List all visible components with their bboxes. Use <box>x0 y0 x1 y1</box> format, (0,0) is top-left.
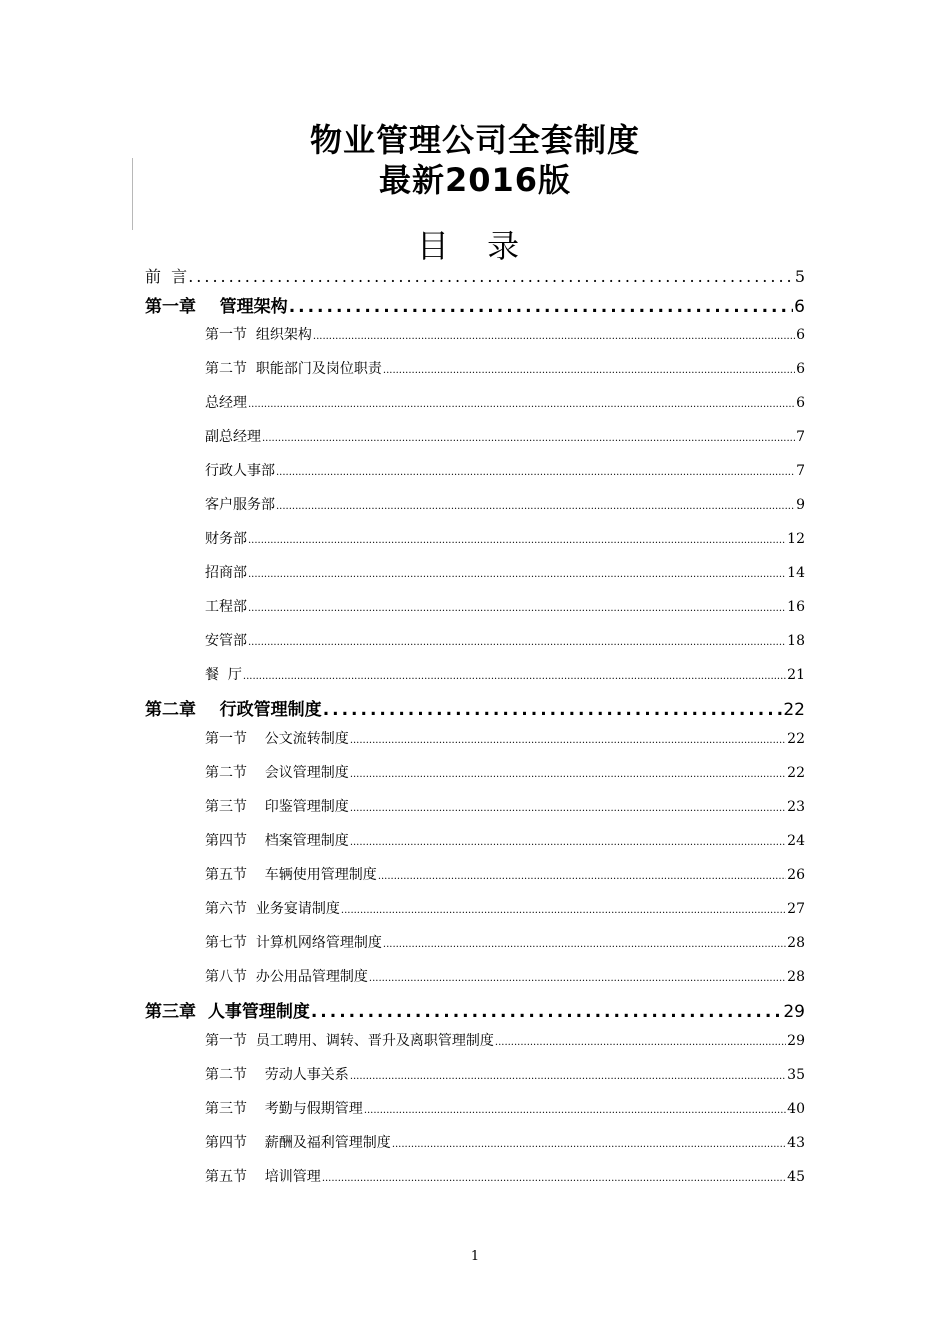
toc-entry-label: 第二节 劳动人事关系 <box>205 1067 349 1083</box>
toc-entry-chapter[interactable] <box>145 997 805 1023</box>
toc-entry-section[interactable] <box>205 762 805 784</box>
toc-entry-label: 第四节 档案管理制度 <box>205 833 349 849</box>
toc-entry-section[interactable] <box>205 562 805 584</box>
toc-entry-label: 工程部 <box>205 599 247 615</box>
toc-entry-section[interactable] <box>205 1132 805 1154</box>
toc-dot-leader <box>276 501 795 512</box>
toc-entry-section[interactable] <box>205 528 805 550</box>
toc-dot-leader <box>248 569 786 580</box>
toc-entry-label: 行政人事部 <box>205 463 275 479</box>
toc-entry-page: 22 <box>787 731 805 747</box>
toc-entry-page: 29 <box>787 1033 805 1049</box>
toc-entry-page: 6 <box>796 395 805 411</box>
document-title: 物业管理公司全套制度 <box>309 121 640 159</box>
toc-dot-leader <box>289 297 793 317</box>
toc-dot-leader <box>311 1002 783 1022</box>
toc-dot-leader <box>248 535 786 546</box>
toc-entry-page: 12 <box>787 531 805 547</box>
toc-entry-section[interactable] <box>205 664 805 686</box>
toc-dot-leader <box>341 905 786 916</box>
toc-dot-leader <box>322 1173 786 1184</box>
toc-entry-section[interactable] <box>205 596 805 618</box>
toc-entry-label: 餐 厅 <box>205 667 242 683</box>
toc-entry-label: 招商部 <box>205 565 247 581</box>
document-subtitle: 最新2016版 <box>378 161 572 199</box>
toc-entry-page: 29 <box>783 1002 805 1022</box>
toc-entry-label: 第三节 考勤与假期管理 <box>205 1101 363 1117</box>
toc-entry-page: 28 <box>787 935 805 951</box>
toc-entry-page: 16 <box>787 599 805 615</box>
toc-dot-leader <box>248 637 786 648</box>
toc-entry-label: 财务部 <box>205 531 247 547</box>
toc-entry-label: 第三节 印鉴管理制度 <box>205 799 349 815</box>
toc-entry-page: 24 <box>787 833 805 849</box>
toc-entry-label: 第一章 管理架构 <box>145 297 288 317</box>
toc-dot-leader <box>262 433 795 444</box>
toc-entry-page: 5 <box>794 267 805 286</box>
toc-entry-page: 26 <box>787 867 805 883</box>
page-number: 1 <box>470 1249 480 1264</box>
toc-entry-section[interactable] <box>205 898 805 920</box>
toc-entry-label: 第二章 行政管理制度 <box>145 700 322 720</box>
toc-entry-page: 14 <box>787 565 805 581</box>
toc-dot-leader <box>350 735 786 746</box>
toc-dot-leader <box>188 267 794 286</box>
toc-entry-label: 第一节 组织架构 <box>205 327 312 343</box>
toc-entry-label: 第四节 薪酬及福利管理制度 <box>205 1135 391 1151</box>
toc-entry-page: 9 <box>796 497 805 513</box>
toc-entry-page: 28 <box>787 969 805 985</box>
toc-dot-leader <box>313 331 795 342</box>
toc-entry-preface[interactable] <box>145 264 805 288</box>
toc-entry-section[interactable] <box>205 966 805 988</box>
toc-entry-label: 第一节 员工聘用、调转、晋升及离职管理制度 <box>205 1033 494 1049</box>
toc-dot-leader <box>276 467 795 478</box>
toc-entry-label: 总经理 <box>205 395 247 411</box>
toc-entry-section[interactable] <box>205 630 805 652</box>
toc-entry-section[interactable] <box>205 796 805 818</box>
toc-dot-leader <box>350 1071 786 1082</box>
toc-entry-section[interactable] <box>205 460 805 482</box>
toc-entry-page: 23 <box>787 799 805 815</box>
toc-entry-section[interactable] <box>205 864 805 886</box>
toc-dot-leader <box>243 671 786 682</box>
toc-entry-page: 6 <box>794 297 805 317</box>
toc-entry-page: 7 <box>796 429 805 445</box>
toc-dot-leader <box>350 837 786 848</box>
toc-entry-page: 27 <box>787 901 805 917</box>
toc-entry-label: 副总经理 <box>205 429 261 445</box>
toc-entry-page: 22 <box>787 765 805 781</box>
toc-entry-label: 第三章 人事管理制度 <box>145 1002 310 1022</box>
toc-entry-label: 第五节 培训管理 <box>205 1169 321 1185</box>
toc-entry-label: 前 言 <box>145 267 188 286</box>
toc-entry-section[interactable] <box>205 1030 805 1052</box>
toc-entry-page: 21 <box>787 667 805 683</box>
toc-dot-leader <box>364 1105 786 1116</box>
toc-dot-leader <box>383 365 795 376</box>
toc-dot-leader <box>392 1139 786 1150</box>
toc-entry-label: 第二节 职能部门及岗位职责 <box>205 361 382 377</box>
toc-entry-label: 第八节 办公用品管理制度 <box>205 969 368 985</box>
toc-entry-section[interactable] <box>205 358 805 380</box>
toc-dot-leader <box>323 700 783 720</box>
toc-entry-section[interactable] <box>205 1166 805 1188</box>
toc-entry-section[interactable] <box>205 830 805 852</box>
toc-heading: 目 录 <box>416 227 534 265</box>
toc-entry-section[interactable] <box>205 494 805 516</box>
toc-dot-leader <box>350 769 786 780</box>
toc-entry-section[interactable] <box>205 392 805 414</box>
toc-entry-page: 6 <box>796 327 805 343</box>
toc-entry-section[interactable] <box>205 324 805 346</box>
toc-entry-section[interactable] <box>205 426 805 448</box>
toc-entry-section[interactable] <box>205 1098 805 1120</box>
toc-entry-page: 7 <box>796 463 805 479</box>
toc-entry-label: 第一节 公文流转制度 <box>205 731 349 747</box>
toc-dot-leader <box>383 939 786 950</box>
toc-entry-page: 40 <box>787 1101 805 1117</box>
toc-entry-label: 第二节 会议管理制度 <box>205 765 349 781</box>
toc-dot-leader <box>495 1037 786 1048</box>
toc-entry-page: 35 <box>787 1067 805 1083</box>
toc-entry-label: 安管部 <box>205 633 247 649</box>
toc-entry-section[interactable] <box>205 932 805 954</box>
toc-dot-leader <box>369 973 786 984</box>
toc-entry-label: 第五节 车辆使用管理制度 <box>205 867 377 883</box>
toc-entry-label: 第六节 业务宴请制度 <box>205 901 340 917</box>
toc-dot-leader <box>378 871 786 882</box>
toc-entry-label: 第七节 计算机网络管理制度 <box>205 935 382 951</box>
toc-entry-chapter[interactable] <box>145 695 805 721</box>
toc-entry-section[interactable] <box>205 1064 805 1086</box>
toc-entry-page: 6 <box>796 361 805 377</box>
toc-entry-page: 22 <box>783 700 805 720</box>
toc-dot-leader <box>248 603 786 614</box>
toc-entry-page: 45 <box>787 1169 805 1185</box>
toc-entry-page: 43 <box>787 1135 805 1151</box>
toc-entry-label: 客户服务部 <box>205 497 275 513</box>
toc-entry-section[interactable] <box>205 728 805 750</box>
toc-dot-leader <box>350 803 786 814</box>
toc-entry-page: 18 <box>787 633 805 649</box>
toc-entry-chapter[interactable] <box>145 292 805 318</box>
toc-dot-leader <box>248 399 795 410</box>
